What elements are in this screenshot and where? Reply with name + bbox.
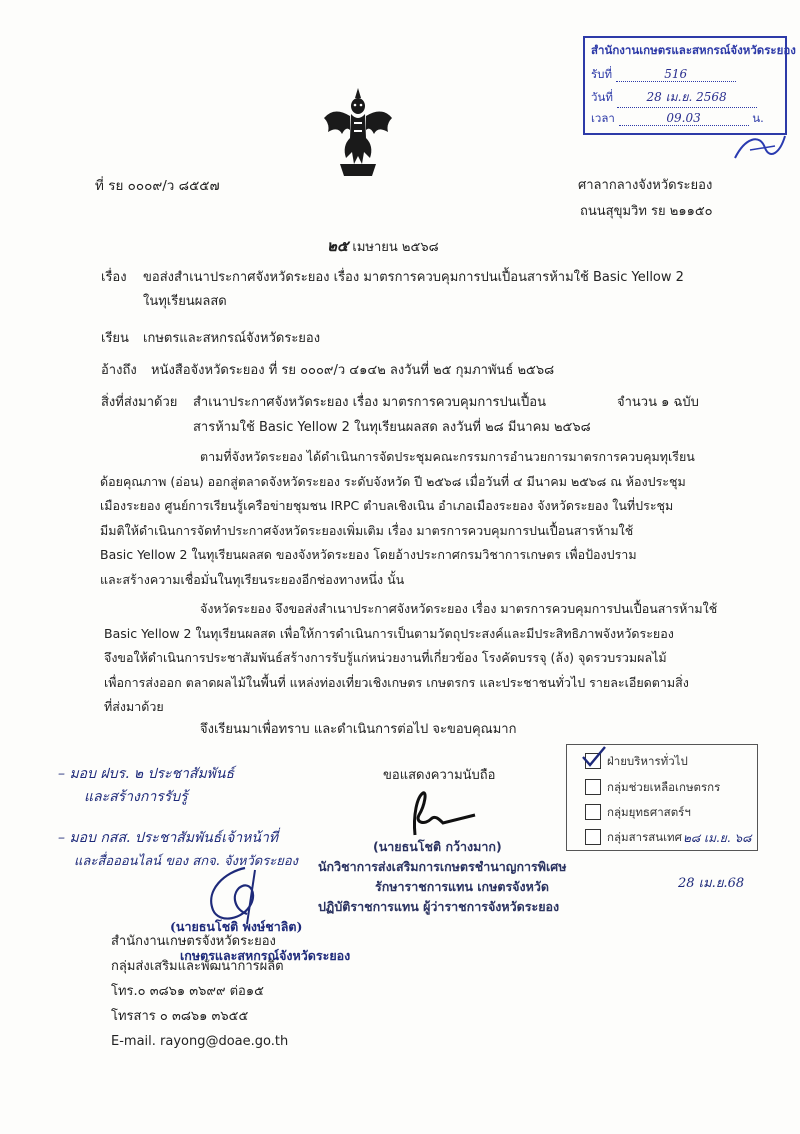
- paragraph-line: ด้อยคุณภาพ (อ่อน) ออกสู่ตลาดจังหวัดระยอง ระดับจังหวัด ปี ๒๕๖๘ เมื่อวันที่ ๔ มีนาคม ๒๕๖๘ ณ ห้องประชุม: [100, 473, 686, 489]
- body-paragraph-1: [100, 445, 695, 592]
- enclosure-line-1: สำเนาประกาศจังหวัดระยอง เรื่อง มาตรการควบคุมการปนเปื้อน: [193, 395, 547, 410]
- footer-fax: โทรสาร ๐ ๓๘๖๑ ๓๖๕๕: [111, 1009, 249, 1024]
- routing-label-assist: กลุ่มช่วยเหลือเกษตรกร: [607, 780, 721, 794]
- office-line-1: ศาลากลางจังหวัดระยอง: [578, 178, 713, 193]
- check-mark-icon: [579, 745, 607, 769]
- body-paragraph-2: [104, 597, 717, 720]
- paragraph-line: จังหวัดระยอง จึงขอส่งสำเนาประกาศจังหวัดระยอง เรื่อง มาตรการควบคุมการปนเปื้อนสารห้ามใช้: [200, 601, 718, 616]
- signer-title-3: ปฏิบัติราชการแทน ผู้ว่าราชการจังหวัดระยอง: [318, 899, 560, 914]
- paragraph-line: เมืองระยอง ศูนย์การเรียนรู้เครือข่ายชุมชน IRPC ตำบลเชิงเนิน อำเภอเมืองระยอง จังหวัดระยอง ในที่ประชุม: [100, 498, 674, 513]
- date-day: ๒๕: [327, 237, 349, 255]
- stamp-time-value: 09.03: [619, 111, 749, 126]
- regards: ขอแสดงความนับถือ: [383, 768, 496, 783]
- closing-line: จึงเรียนมาเพื่อทราบ และดำเนินการต่อไป จะขอบคุณมาก: [200, 722, 517, 737]
- routing-label-info: กลุ่มสารสนเทศ: [607, 830, 682, 844]
- receipt-stamp: [583, 36, 796, 135]
- paragraph-line: และสร้างความเชื่อมั่นในทุเรียนระยองอีกช่องทางหนึ่ง นั้น: [100, 571, 405, 587]
- footer-group: กลุ่มส่งเสริมและพัฒนาการผลิต: [111, 959, 284, 974]
- approver-name: (นายธนโชติ พงษ์ชาลิต): [170, 919, 303, 934]
- paragraph-line: มีมติให้ดำเนินการจัดทำประกาศจังหวัดระยองเพิ่มเติม เรื่อง มาตรการควบคุมการปนเปื้อนสารห้ามใช้: [100, 522, 634, 538]
- routing-checkbox-assist[interactable]: [585, 779, 601, 795]
- routing-checkbox-info[interactable]: [585, 829, 601, 845]
- signer-title-2: รักษาราชการแทน เกษตรจังหวัด: [375, 879, 549, 894]
- stamp-office: สำนักงานเกษตรและสหกรณ์จังหวัดระยอง: [591, 43, 796, 57]
- routing-date: ๒๘ เม.ย. ๖๘: [683, 831, 752, 845]
- subject-label: เรื่อง: [101, 270, 127, 285]
- footer-office: สำนักงานเกษตรจังหวัดระยอง: [111, 934, 276, 949]
- stamp-receive-row: [591, 66, 736, 84]
- to-label: เรียน: [101, 331, 129, 346]
- date-month-year: เมษายน ๒๕๖๘: [352, 240, 439, 255]
- routing-checkbox-strategy[interactable]: [585, 804, 601, 820]
- stamp-receive-label: รับที่: [591, 67, 613, 81]
- routing-label-admin: ฝ่ายบริหารทั่วไป: [607, 754, 688, 768]
- footer-tel: โทร.๐ ๓๘๖๑ ๓๖๙๙ ต่อ๑๕: [111, 984, 264, 999]
- paragraph-line: Basic Yellow 2 ในทุเรียนผลสด ของจังหวัดระยอง โดยอ้างประกาศกรมวิชาการเกษตร เพื่อป้องปราม: [100, 547, 637, 562]
- signer-title-1: นักวิชาการส่งเสริมการเกษตรชำนาญการพิเศษ: [318, 859, 567, 874]
- office-line-2: ถนนสุขุมวิท รย ๒๑๑๕๐: [580, 204, 713, 219]
- stamp-receive-value: 516: [616, 67, 736, 82]
- handwritten-note-1-line-2: และสร้างการรับรู้: [84, 789, 188, 805]
- paragraph-line: ตามที่จังหวัดระยอง ได้ดำเนินการจัดประชุมคณะกรรมการอำนวยการมาตรการควบคุมทุเรียน: [200, 449, 695, 464]
- enclosure-label: สิ่งที่ส่งมาด้วย: [101, 395, 178, 410]
- signature-mark-icon: [395, 785, 485, 845]
- enclosure-quantity: จำนวน ๑ ฉบับ: [617, 395, 699, 410]
- routing-label-strategy: กลุ่มยุทธศาสตร์ฯ: [607, 805, 691, 819]
- stamp-time-label: เวลา: [591, 111, 615, 125]
- approver-title: เกษตรและสหกรณ์จังหวัดระยอง: [180, 948, 351, 963]
- footer-email: E-mail. rayong@doae.go.th: [111, 1034, 289, 1049]
- stamp-date-value: 28 เม.ย. 2568: [617, 88, 757, 108]
- paragraph-line: Basic Yellow 2 ในทุเรียนผลสด เพื่อให้การดำเนินการเป็นตามวัตถุประสงค์และมีประสิทธิภาพจังหวัดระยอง: [104, 625, 674, 641]
- stamp-time-suffix: น.: [752, 111, 764, 125]
- handwritten-note-1-line-1: – มอบ ฝบร. ๒ ประชาสัมพันธ์: [58, 766, 235, 782]
- reference-label: อ้างถึง: [101, 363, 137, 378]
- handwritten-note-2-line-2: และสื่อออนไลน์ ของ สกจ. จังหวัดระยอง: [74, 854, 298, 869]
- stamp-time-row: [591, 110, 764, 128]
- to-value: เกษตรและสหกรณ์จังหวัดระยอง: [143, 331, 321, 346]
- subject-line-2: ในทุเรียนผลสด: [143, 294, 227, 309]
- reference-number: ที่ รย ๐๐๐๙/ว ๘๕๕๗: [95, 178, 220, 194]
- paragraph-line: ที่ส่งมาด้วย: [104, 699, 164, 714]
- bottom-date: 28 เม.ย.68: [678, 876, 745, 891]
- stamp-date-label: วันที่: [591, 90, 613, 104]
- enclosure-line-2: สารห้ามใช้ Basic Yellow 2 ในทุเรียนผลสด ลงวันที่ ๒๘ มีนาคม ๒๕๖๘: [193, 420, 591, 435]
- signer-name: (นายธนโชติ กว้างมาก): [373, 839, 502, 854]
- paragraph-line: เพื่อการส่งออก ตลาดผลไม้ในพื้นที่ แหล่งท่องเที่ยวเชิงเกษตร เกษตรกร และประชาชนทั่วไป รายละเอียดตามสิ่ง: [104, 674, 689, 690]
- subject-line-1: ขอส่งสำเนาประกาศจังหวัดระยอง เรื่อง มาตรการควบคุมการปนเปื้อนสารห้ามใช้ Basic Yellow 2: [143, 270, 684, 285]
- document-date: [327, 237, 439, 257]
- stamp-initial-mark: [730, 128, 790, 168]
- paragraph-line: จึงขอให้ดำเนินการประชาสัมพันธ์สร้างการรับรู้แก่หน่วยงานที่เกี่ยวข้อง โรงคัดบรรจุ (ล้ง) จุดรวบรวมผลไม้: [104, 650, 667, 665]
- handwritten-note-2-line-1: – มอบ กสส. ประชาสัมพันธ์เจ้าหน้าที่: [58, 830, 279, 846]
- reference-value: หนังสือจังหวัดระยอง ที่ รย ๐๐๐๙/ว ๔๑๔๒ ลงวันที่ ๒๕ กุมภาพันธ์ ๒๕๖๘: [151, 363, 555, 378]
- garuda-emblem-icon: [320, 86, 396, 178]
- stamp-date-row: [591, 88, 757, 108]
